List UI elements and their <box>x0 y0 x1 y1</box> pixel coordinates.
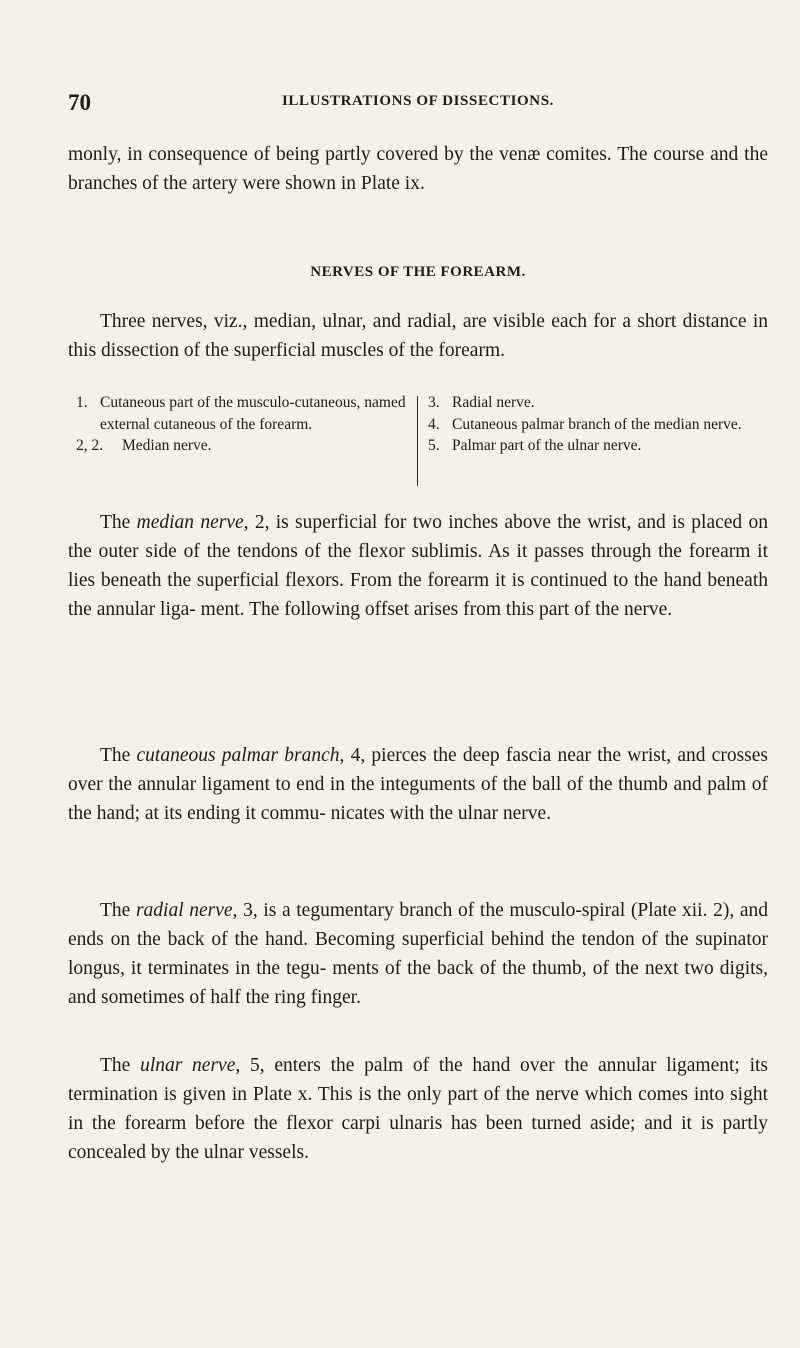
legend-text: Cutaneous palmar branch of the median nerve. <box>452 415 742 433</box>
term-median-nerve: median nerve, <box>136 512 249 533</box>
ulnar-nerve-paragraph <box>68 1051 768 1167</box>
para-body: 3, is a tegumentary branch of the musculo-spiral (Plate xii. 2), and ends on the back of the hand. Becoming superficial behind the tendon of the supinator longus, it terminates in the tegu- ments of the back of the thumb, of the next two digits, and sometimes of half the ring finger. <box>68 900 768 1009</box>
legend-item-4 <box>428 414 788 436</box>
para-lead: The <box>100 900 136 921</box>
term-ulnar-nerve: ulnar nerve, <box>140 1055 241 1076</box>
legend-item-2 <box>76 435 406 457</box>
para-lead: The <box>100 512 137 533</box>
legend-left-column <box>76 392 406 457</box>
legend-text: Palmar part of the ulnar nerve. <box>452 437 642 454</box>
legend-number: 4. <box>428 415 440 433</box>
legend-right-column <box>428 392 788 457</box>
para-lead: The <box>100 1055 141 1076</box>
cutaneous-branch-paragraph <box>68 741 768 828</box>
figure-legend <box>68 392 778 500</box>
legend-divider <box>417 396 418 486</box>
para-lead: The <box>100 745 137 766</box>
legend-text: Radial nerve. <box>452 394 535 411</box>
page-number: 70 <box>68 90 91 115</box>
legend-number: 2, 2. <box>76 437 104 454</box>
para-body: 5, enters the palm of the hand over the annular ligament; its termination is given in Plate x. This is the only part of the nerve which comes into sight in the forearm before the flexor carpi ulnaris has been turned aside; and it is partly concealed by the ulnar vessels. <box>68 1055 768 1164</box>
legend-text: Median nerve. <box>122 437 212 454</box>
intro-paragraph: monly, in consequence of being partly covered by the venæ comites. The course and the branches of the artery were shown in Plate ix. <box>68 144 768 195</box>
legend-text: Cutaneous part of the musculo-cutaneous, named external cutaneous of the forearm. <box>100 394 406 433</box>
page-header <box>68 90 768 120</box>
legend-item-5 <box>428 435 788 457</box>
running-title: ILLUSTRATIONS OF DISSECTIONS. <box>281 93 555 109</box>
para-body: 4, pierces the deep fascia near the wrist, and crosses over the annular ligament to end in the integuments of the ball of the thumb and palm of the hand; at its ending it commu- nicates with the ulnar nerve. <box>68 745 768 825</box>
term-cutaneous-palmar-branch: cutaneous palmar branch, <box>136 745 345 766</box>
legend-item-1 <box>76 392 406 435</box>
legend-item-3 <box>428 392 788 414</box>
legend-number: 5. <box>428 437 440 454</box>
overview-paragraph: Three nerves, viz., median, ulnar, and radial, are visible each for a short distance in this dissection of the superficial muscles of the forearm. <box>68 311 768 362</box>
para-body: 2, is superficial for two inches above the wrist, and is placed on the outer side of the tendons of the flexor sublimis. As it passes through the forearm it lies beneath the superficial flexors. From the forearm it is continued to the hand beneath the annular liga- ment. The following offset arises from this part of the nerve. <box>68 512 768 621</box>
term-radial-nerve: radial nerve, <box>135 900 238 921</box>
median-nerve-paragraph <box>68 508 768 624</box>
legend-number: 1. <box>76 394 88 411</box>
legend-number: 3. <box>428 394 440 411</box>
radial-nerve-paragraph <box>68 896 768 1012</box>
section-title: NERVES OF THE FOREARM. <box>310 264 526 280</box>
